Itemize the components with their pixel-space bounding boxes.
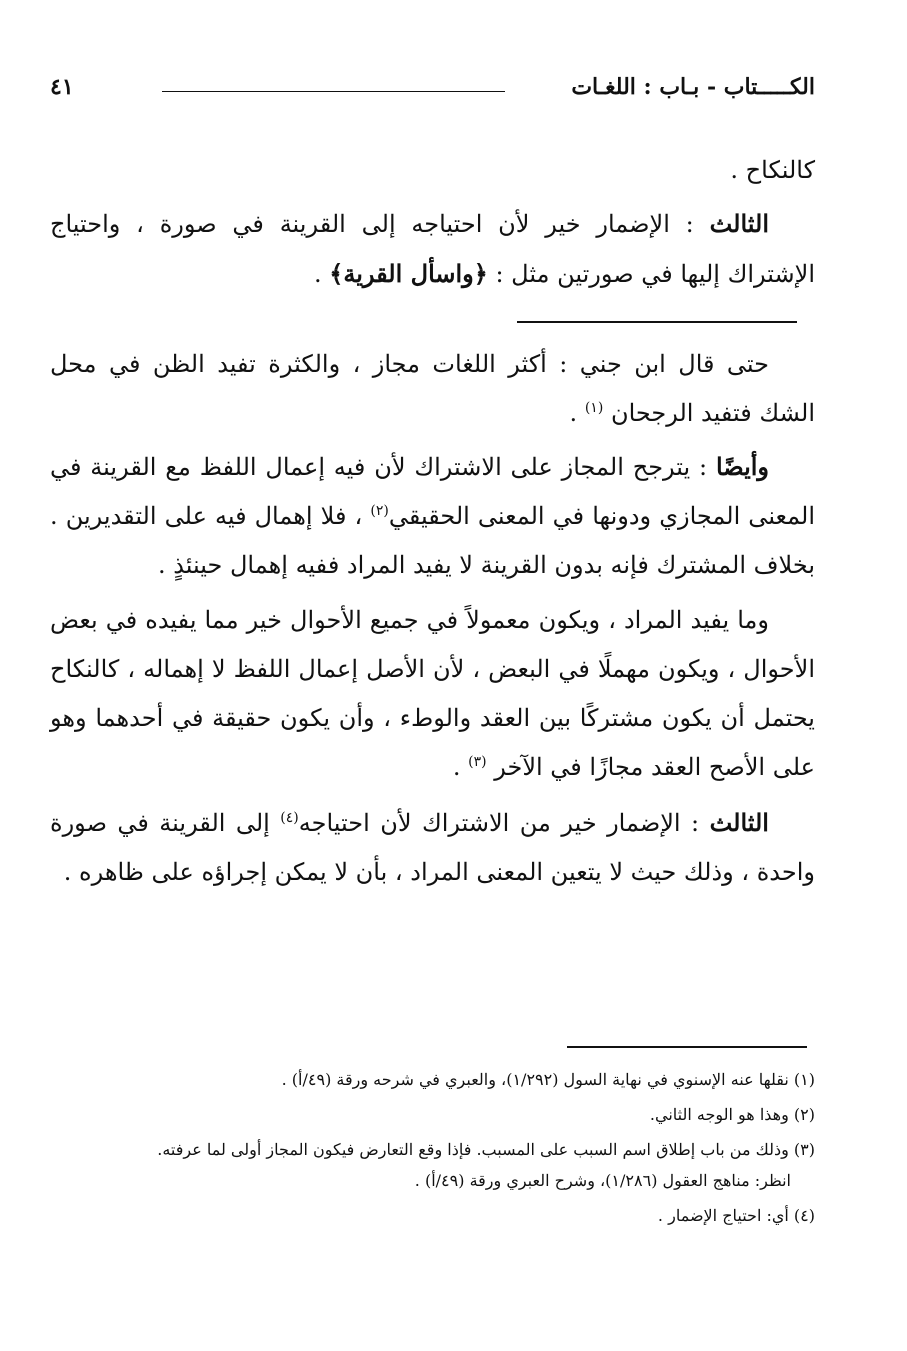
p4-text-a: : الإضمار خير من الاشتراك لأن احتياجه (298, 809, 700, 837)
p2-label: وأيضًا (715, 452, 769, 481)
running-title: الكـــــتاب - بـاب : اللغـات (571, 74, 815, 100)
third-text: : الإضمار خير لأن احتياجه إلى القرينة في صورة ، واحتياج الإشتراك إليها في صورتين مثل : (50, 210, 815, 288)
third-end: . (314, 260, 322, 288)
matn-text (50, 146, 815, 299)
footnote-ref-3: (٣) (468, 754, 487, 770)
sharh-paragraph-3 (50, 596, 815, 792)
sharh-paragraph-2 (50, 442, 815, 590)
footnotes (50, 1064, 815, 1235)
sharh-paragraph-1 (50, 340, 815, 438)
sharh-paragraph-4 (50, 798, 815, 897)
p4-label: الثالث (709, 808, 769, 837)
p1-text: حتى قال ابن جني : أكثر اللغات مجاز ، والكثرة تفيد الظن في محل الشك فتفيد الرجحان (50, 350, 815, 427)
footnote-ref-1: (١) (584, 400, 604, 416)
p4-text-b: إلى القرينة في صورة واحدة ، وذلك حيث لا يتعين المعنى المراد ، بأن لا يمكن إجراؤه على ظاهره . (50, 809, 815, 886)
p1-end: . (569, 399, 578, 427)
p2-text-a: : يترجح المجاز على الاشتراك لأن فيه إعمال اللفظ مع القرينة في المعنى المجازي ودونها في المعنى الحقيقي (50, 453, 815, 530)
page-header (50, 74, 815, 106)
sharh-text (50, 340, 815, 903)
footnote-4: (٤) أي: احتياج الإضمار . (657, 1206, 815, 1225)
section-divider (517, 321, 797, 323)
page-number: ٤١ (50, 74, 74, 100)
third-label: الثالث (709, 209, 769, 238)
footnote-3-text: (٣) وذلك من باب إطلاق اسم السبب على المسبب. فإذا وقع التعارض فيكون المجاز أولى لما عرفته. (157, 1140, 815, 1159)
matn-line: كالنكاح . (730, 156, 815, 184)
footnote-divider (567, 1046, 807, 1048)
footnote-3-continuation: انظر: مناهج العقول (١/٢٨٦)، وشرح العبري ورقة (٤٩/أ) . (414, 1171, 791, 1190)
header-rule (162, 91, 505, 92)
footnote-ref-4: (٤) (280, 810, 299, 826)
p3-text: وما يفيد المراد ، ويكون معمولاً في جميع الأحوال خير مما يفيده في بعض الأحوال ، ويكون مهملًا في البعض ، لأن الأصل إعمال اللفظ لا إهماله ، كالنكاح يحتمل أن يكون مشتركًا بين العقد والوطء ، وأن يكون حقيقة في أحدهما وهو على الأصح العقد مجازًا في الآخر (50, 606, 815, 781)
quran-quote: ﴿واسأل القرية﴾ (329, 259, 488, 288)
footnote-ref-2: (٢) (370, 503, 389, 519)
matn-third-paragraph (50, 199, 815, 299)
footnote-1: (١) نقلها عنه الإسنوي في نهاية السول (١/٢٩٢)، والعبري في شرحه ورقة (٤٩/أ) . (281, 1070, 815, 1089)
footnote-2: (٢) وهذا هو الوجه الثاني. (649, 1105, 815, 1124)
footnote-3 (50, 1134, 815, 1196)
p3-end: . (452, 753, 461, 781)
p2-text-b: ، فلا إهمال فيه على التقديرين . بخلاف المشترك فإنه بدون القرينة لا يفيد المراد ففيه إهمال حينئذٍ . (50, 502, 815, 579)
